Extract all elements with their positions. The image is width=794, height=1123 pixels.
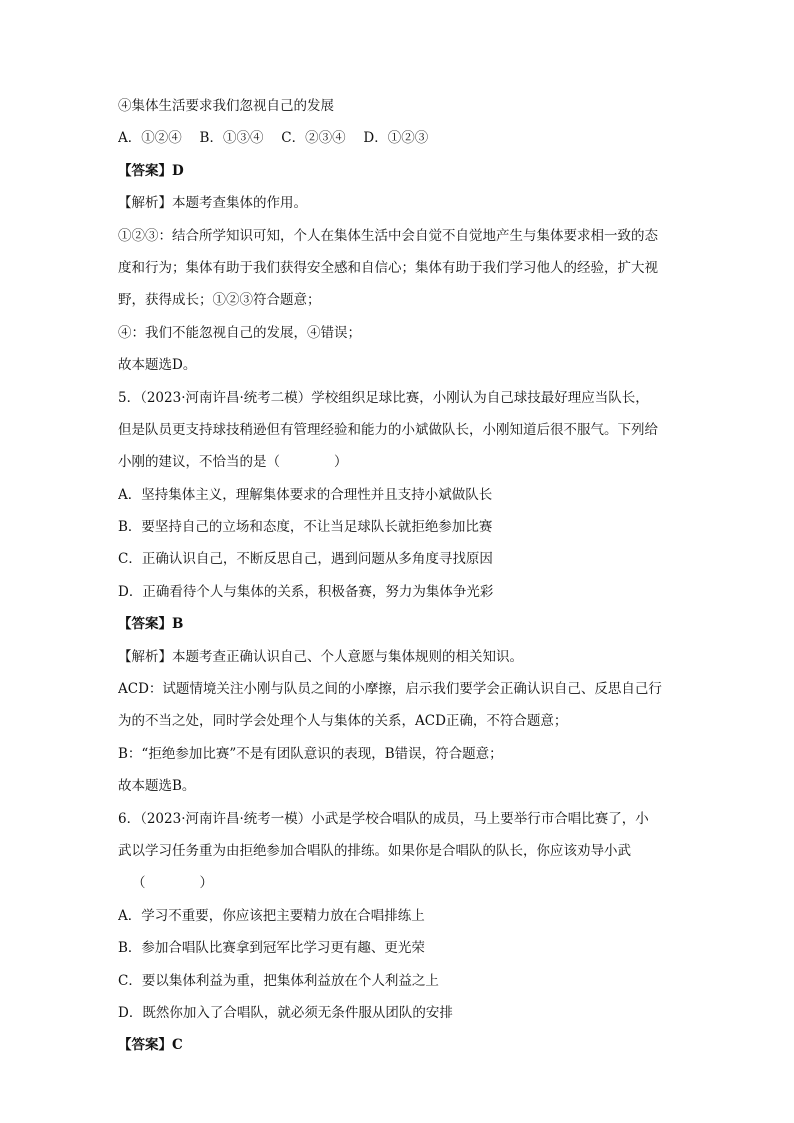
question-line: （ ）	[132, 875, 213, 892]
answer-label: 【答案】C	[118, 1037, 183, 1054]
question-line: 小刚的建议，不恰当的是（ ）	[118, 454, 348, 471]
answer-label: 【答案】B	[118, 616, 184, 633]
option-line: B．要坚持自己的立场和态度，不让当足球队长就拒绝参加比赛	[118, 519, 493, 536]
option-line: C．正确认识自己，不断反思自己，遇到问题从多角度寻找原因	[118, 551, 493, 568]
analysis-line: ACD：试题情境关注小刚与队员之间的小摩擦，启示我们要学会正确认识自己、反思自己行	[118, 681, 662, 698]
analysis-conclusion: 故本题选D。	[118, 357, 197, 374]
option-line: B．参加合唱队比赛拿到冠军比学习更有趣、更光荣	[118, 940, 425, 957]
analysis-line: 度和行为；集体有助于我们获得安全感和自信心；集体有助于我们学习他人的经验，扩大视	[118, 259, 658, 276]
analysis-line: B：“拒绝参加比赛”不是有团队意识的表现，B错误，符合题意；	[118, 745, 503, 762]
question-line: 5．（2023·河南许昌·统考二模）学校组织足球比赛，小刚认为自己球技最好理应当队长，	[118, 389, 649, 406]
question-line: 6．（2023·河南许昌·统考一模）小武是学校合唱队的成员，马上要举行市合唱比赛了，小	[118, 810, 649, 827]
analysis-line: 为的不当之处，同时学会处理个人与集体的关系，ACD正确，不符合题意；	[118, 713, 568, 730]
document-body	[118, 98, 686, 1070]
option-line: A．学习不重要，你应该把主要精力放在合唱排练上	[118, 907, 425, 924]
question-line: 武以学习任务重为由拒绝参加合唱队的排练。如果你是合唱队的队长，你应该劝导小武	[118, 842, 631, 859]
analysis-line: ④：我们不能忽视自己的发展，④错误；	[118, 324, 361, 341]
question-line: 但是队员更支持球技稍逊但有管理经验和能力的小斌做队长，小刚知道后很不服气。下列给	[118, 421, 658, 438]
option-line: C．要以集体利益为重，把集体利益放在个人利益之上	[118, 972, 439, 989]
option-line: ④集体生活要求我们忽视自己的发展	[118, 98, 334, 114]
option-line: D．既然你加入了合唱队，就必须无条件服从团队的安排	[118, 1004, 453, 1021]
option-line: A．坚持集体主义，理解集体要求的合理性并且支持小斌做队长	[118, 486, 493, 503]
analysis-line: 【解析】本题考查集体的作用。	[118, 195, 307, 212]
answer-label: 【答案】D	[118, 162, 184, 179]
analysis-line: ①②③：结合所学知识可知，个人在集体生活中会自觉不自觉地产生与集体要求相一致的态	[118, 227, 658, 244]
option-line: D．正确看待个人与集体的关系，积极备赛，努力为集体争光彩	[118, 583, 494, 600]
answer-choices: A．①②④ B．①③④ C．②③④ D．①②③	[118, 130, 429, 147]
analysis-line: 野，获得成长；①②③符合题意；	[118, 292, 321, 309]
analysis-line: 【解析】本题考查正确认识自己、个人意愿与集体规则的相关知识。	[118, 648, 523, 665]
analysis-conclusion: 故本题选B。	[118, 778, 196, 795]
